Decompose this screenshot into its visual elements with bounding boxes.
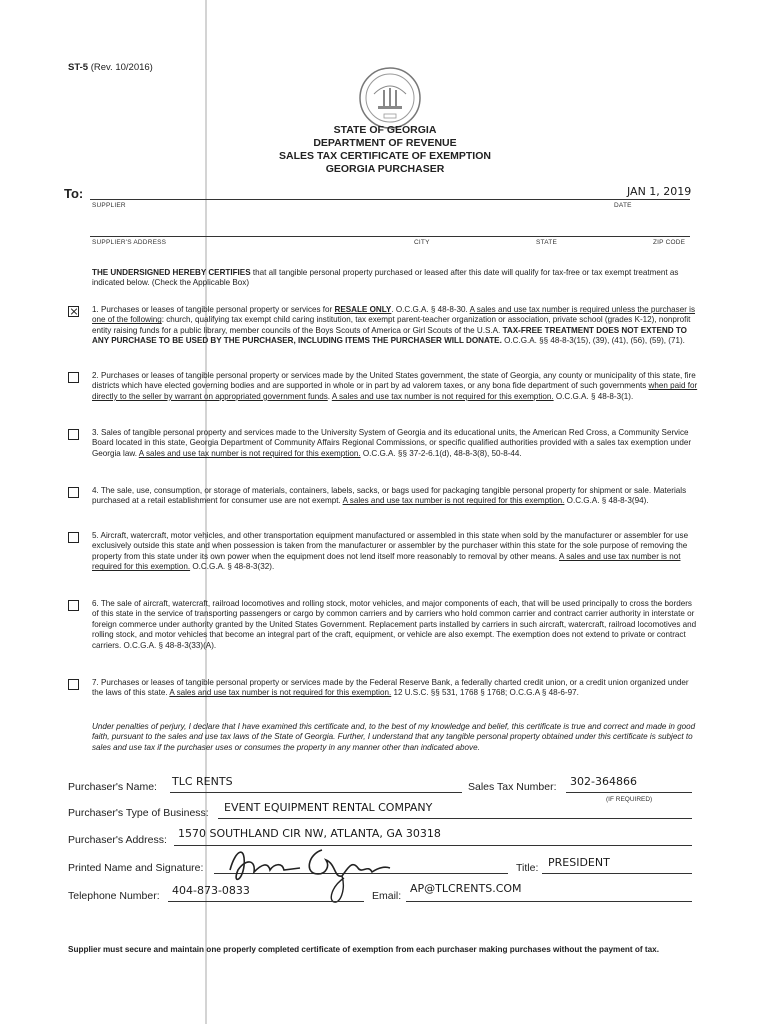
email-line bbox=[406, 901, 692, 902]
item-1-text-part: TAX-FREE TREATMENT DOES NOT EXTEND TO ANY PURCHASE TO BE USED BY THE PURCHASER, INCLUDING ITEMS THE PURCHASER WILL DONATE. bbox=[92, 325, 687, 346]
title-line-1: STATE OF GEORGIA bbox=[333, 124, 437, 136]
perjury-declaration: Under penalties of perjury, I declare that I have examined this certificate and, to the best of my knowledge and belief, this certificate is true and correct and made in good faith, pursuant to the sales and use tax laws of the State of Georgia. Further, I understand that any tangible personal property obtained under this certificate is subject to sales and use tax if the purchaser uses or consumes the property in any manner other than indicated above. bbox=[92, 722, 696, 752]
purchaser-name-value[interactable]: TLC RENTS bbox=[172, 775, 233, 788]
sales-tax-number-label: Sales Tax Number: bbox=[468, 781, 557, 793]
item-7-text-part: 7. Purchases or leases of tangible personal property or services made by the Federal Reserve Bank, a federally charted credit union, or a credit union organized under the laws of this state. bbox=[92, 678, 689, 698]
title-line-3: SALES TAX CERTIFICATE OF EXEMPTION bbox=[279, 150, 491, 162]
purchaser-address-value[interactable]: 1570 SOUTHLAND CIR NW, ATLANTA, GA 30318 bbox=[178, 827, 441, 840]
form-code: ST-5 bbox=[68, 62, 89, 73]
telephone-line bbox=[168, 901, 364, 902]
item-1-text-part: O.C.G.A. §§ 48-8-3(15), (39), (41), (56), (59), (71). bbox=[501, 336, 685, 346]
item-3-text-part: O.C.G.A. §§ 37-2-6.1(d), 48-8-3(8), 50-8-44. bbox=[360, 448, 522, 458]
city-caption: CITY bbox=[414, 239, 430, 246]
item-2-text-part: O.C.G.A. § 48-8-3(1). bbox=[553, 391, 634, 401]
sales-tax-number-line bbox=[566, 792, 692, 793]
telephone-value[interactable]: 404-873-0833 bbox=[172, 884, 250, 897]
item-1-text-part: . O.C.G.A. § 48-8-30. bbox=[391, 305, 470, 314]
item-3-checkbox[interactable] bbox=[68, 429, 79, 440]
date-value[interactable]: JAN 1, 2019 bbox=[627, 185, 692, 198]
email-label: Email: bbox=[372, 890, 402, 902]
footer-note: Supplier must secure and maintain one properly completed certificate of exemption from each purchaser making purchases without the payment of tax. bbox=[68, 945, 660, 954]
item-2-text-part: A sales and use tax number is not required for this exemption. bbox=[331, 391, 554, 401]
sales-tax-required-note: (IF REQUIRED) bbox=[606, 796, 653, 803]
title-label: Title: bbox=[516, 862, 539, 874]
item-2-text-part: 2. Purchases or leases of tangible personal property or services made by the United States government, the state of Georgia, any county or municipality of this state, fire districts which have elected governing bodies and are supported in whole or in part by ad valorem taxes, or any bona fide department of such governments bbox=[92, 371, 696, 391]
item-4-text-part: A sales and use tax number is not required for this exemption. bbox=[342, 496, 565, 506]
item-7-text-part: A sales and use tax number is not required for this exemption. bbox=[169, 688, 392, 698]
intro-bold: THE UNDERSIGNED HEREBY CERTIFIES bbox=[92, 268, 251, 277]
telephone-label: Telephone Number: bbox=[68, 890, 160, 902]
item-5-text-part: O.C.G.A. § 48-8-3(32). bbox=[190, 562, 275, 572]
title-line bbox=[542, 873, 692, 874]
to-label: To: bbox=[64, 186, 84, 201]
title-line-2: DEPARTMENT OF REVENUE bbox=[313, 137, 457, 149]
business-type-value[interactable]: EVENT EQUIPMENT RENTAL COMPANY bbox=[224, 801, 433, 814]
state-caption: STATE bbox=[536, 239, 557, 246]
item-2-text bbox=[92, 371, 698, 402]
date-caption: DATE bbox=[614, 202, 632, 209]
title-value[interactable]: PRESIDENT bbox=[548, 856, 610, 869]
form-title-block bbox=[0, 124, 770, 176]
item-2-text-part: when paid for directly to the seller by warrant on appropriated government funds bbox=[92, 381, 698, 401]
sales-tax-number-value[interactable]: 302-364866 bbox=[570, 775, 637, 788]
item-4-text-part: 4. The sale, use, consumption, or storage of materials, containers, labels, sacks, or bags used for packaging tangible personal property for shipment or sale. Materials purchased at a retail establishment for consumer use are not exempt. bbox=[92, 486, 687, 506]
purchaser-name-line bbox=[170, 792, 462, 793]
business-type-line bbox=[218, 818, 692, 819]
item-1-checkbox[interactable] bbox=[68, 306, 79, 317]
business-type-label: Purchaser's Type of Business: bbox=[68, 807, 209, 819]
purchaser-name-label: Purchaser's Name: bbox=[68, 781, 157, 793]
signature-label: Printed Name and Signature: bbox=[68, 862, 204, 874]
item-7-checkbox[interactable] bbox=[68, 679, 79, 690]
title-line-4: GEORGIA PURCHASER bbox=[325, 163, 445, 175]
supplier-caption: SUPPLIER bbox=[92, 202, 126, 209]
item-7-text bbox=[92, 678, 698, 699]
item-1-text bbox=[92, 305, 698, 347]
item-3-text-part: 3. Sales of tangible personal property and services made to the University System of Georgia and its educational units, the American Red Cross, a Community Service Board located in this state, Georgia Department of Community Affairs Regional Commissions, or specific qualified authorities provided with a sales tax exemption under Georgia law. bbox=[92, 428, 692, 458]
item-1-text-part: A sales and use tax number is required unless the purchaser is one of the following bbox=[92, 305, 696, 325]
item-5-text-part: 5. Aircraft, watercraft, motor vehicles, and other transportation equipment manufactured or assembled in this state when sold by the manufacturer or assembler for use exclusively outside this state and when possession is taken from the manufacturer or assembler by the purchaser within this state for the sole purpose of removing the property from this state under its own power when the equipment does not lend itself more reasonably to removal by other means. bbox=[92, 531, 689, 561]
item-6-text-part: 6. The sale of aircraft, watercraft, railroad locomotives and rolling stock, motor vehicles, and major components of each, that will be used principally to cross the borders of this state in the service of transporting passengers or cargo by common carriers and by carriers who hold common carrier and contract carrier authority in interstate or foreign commerce under authority granted by the United States Government. Replacement parts installed by carriers in such aircraft, watercraft, railroad locomotives and rolling stock, and motor vehicles that become an integral part of the craft, equipment, or vehicle are also exempt. The exemption does not extend to private or contract carriers. O.C.G.A. § 48-8-3(33)(A). bbox=[92, 599, 697, 650]
item-6-checkbox[interactable] bbox=[68, 600, 79, 611]
item-7-text-part: 12 U.S.C. §§ 531, 1768 § 1768; O.C.G.A § 48-6-97. bbox=[391, 688, 579, 698]
item-4-text bbox=[92, 486, 698, 507]
item-3-text bbox=[92, 428, 698, 459]
intro-rest: that all tangible personal property purchased or leased after this date will qualify for tax-free or tax exempt treatment as indicated below. (Check the Applicable Box) bbox=[92, 268, 679, 288]
item-5-text bbox=[92, 531, 698, 573]
item-3-text-part: A sales and use tax number is not required for this exemption. bbox=[138, 448, 361, 458]
purchaser-address-label: Purchaser's Address: bbox=[68, 834, 167, 846]
form-revision: (Rev. 10/2016) bbox=[90, 62, 153, 73]
item-4-text-part: O.C.G.A. § 48-8-3(94). bbox=[564, 496, 649, 506]
supplier-address-line bbox=[90, 236, 690, 237]
item-2-text-part: . bbox=[327, 391, 332, 401]
supplier-address-caption: SUPPLIER'S ADDRESS bbox=[92, 239, 167, 246]
item-6-text bbox=[92, 599, 698, 651]
item-2-checkbox[interactable] bbox=[68, 372, 79, 383]
item-5-text-part: A sales and use tax number is not required for this exemption. bbox=[92, 551, 681, 572]
item-1-text-part: : church, qualifying tax exempt child caring institution, tax exempt parent-teacher organization or association, private school (grades K-12), nonprofit entity raising funds for a public library, member councils of the Boys Scouts of America or Girl Scouts of the U.S.A. bbox=[92, 315, 691, 335]
intro-paragraph bbox=[92, 268, 692, 289]
email-value[interactable]: AP@TLCRENTS.COM bbox=[410, 882, 522, 895]
zip-caption: ZIP CODE bbox=[653, 239, 686, 246]
georgia-state-seal-icon bbox=[358, 66, 422, 130]
item-1-text-part: RESALE ONLY bbox=[334, 305, 392, 314]
item-1-text-part: 1. Purchases or leases of tangible personal property or services for bbox=[92, 305, 335, 314]
supplier-line bbox=[90, 199, 690, 200]
form-id bbox=[68, 62, 153, 73]
item-5-checkbox[interactable] bbox=[68, 532, 79, 543]
item-4-checkbox[interactable] bbox=[68, 487, 79, 498]
